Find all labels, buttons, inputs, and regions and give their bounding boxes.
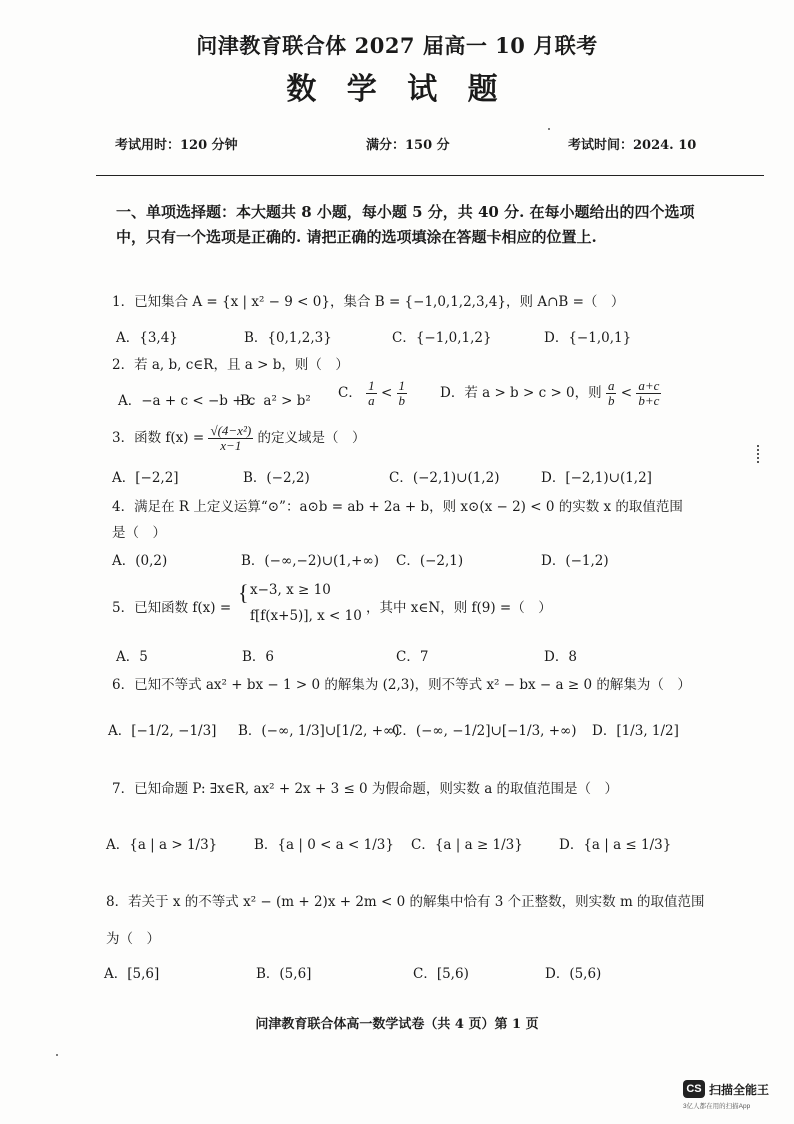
q5-stem-post: ，其中 x∈N，则 f(9) =（ ） xyxy=(366,600,552,616)
q2-c-den-2: b xyxy=(398,393,406,408)
page-footer: 问津教育联合体高一数学试卷（共 4 页）第 1 页 xyxy=(255,1017,539,1032)
q5-option-b: B．6 xyxy=(242,649,275,665)
q2-option-d xyxy=(440,379,661,408)
scan-speck xyxy=(548,128,550,130)
q3-stem-pre: 3．函数 f(x) = xyxy=(112,430,205,446)
q2-option-c xyxy=(338,379,407,408)
question-1-stem: 1．已知集合 A = {x | x² − 9 < 0}，集合 B = {−1,0,1,2,3,4}，则 A∩B =（ ） xyxy=(112,294,625,310)
section-heading: 一、单项选择题：本大题共 8 小题，每小题 5 分，共 40 分. 在每小题给出的四个选项中，只有一个选项是正确的. 请把正确的选项填涂在答题卡相应的位置上. xyxy=(116,203,695,246)
q1-option-d: D．{−1,0,1} xyxy=(544,330,632,346)
question-7-stem: 7．已知命题 P: ∃x∈R, ax² + 2x + 3 ≤ 0 为假命题，则实数 a 的取值范围是（ ） xyxy=(112,781,619,797)
question-6-stem: 6．已知不等式 ax² + bx − 1 > 0 的解集为 (2,3)，则不等式 x² − bx − a ≥ 0 的解集为（ ） xyxy=(112,677,691,693)
q2-option-b: B．a² > b² xyxy=(240,393,311,409)
q5-option-a: A．5 xyxy=(116,649,148,665)
q2-c-fraction-2 xyxy=(397,379,408,408)
q4-option-d: D．(−1,2) xyxy=(541,553,609,569)
q2-c-less-than: < xyxy=(380,385,393,401)
q8-option-c: C．[5,6) xyxy=(413,966,469,982)
q2-c-fraction-1 xyxy=(366,379,377,408)
q7-option-d: D．{a | a ≤ 1/3} xyxy=(559,837,672,853)
subject-title: 数 学 试 题 xyxy=(286,72,508,107)
scanner-watermark xyxy=(683,1080,783,1112)
q3-denominator: x−1 xyxy=(220,438,242,453)
exam-title: 问津教育联合体 2027 届高一 10 月联考 xyxy=(196,33,598,58)
camscanner-logo-icon: CS xyxy=(683,1080,705,1098)
q4-option-c: C．(−2,1) xyxy=(396,553,464,569)
scan-edge-mark xyxy=(757,445,759,465)
q3-fraction xyxy=(208,424,253,453)
q3-option-c: C．(−2,1)∪(1,2) xyxy=(389,470,500,486)
question-8-stem-line-1: 8．若关于 x 的不等式 x² − (m + 2)x + 2m < 0 的解集中恰有 3 个正整数，则实数 m 的取值范围 xyxy=(106,894,705,910)
question-8-stem-line-2: 为（ ） xyxy=(106,931,160,947)
q2-c-num-1: 1 xyxy=(368,378,375,393)
q8-option-d: D．(5,6) xyxy=(545,966,602,982)
q6-option-c: C．(−∞, −1/2]∪[−1/3, +∞) xyxy=(392,723,577,739)
q3-numerator: √(4−x²) xyxy=(210,423,252,438)
q5-brace-icon: { xyxy=(238,580,249,605)
q7-option-b: B．{a | 0 < a < 1/3} xyxy=(254,837,394,853)
q7-option-c: C．{a | a ≥ 1/3} xyxy=(411,837,523,853)
q2-d-den-2: b+c xyxy=(638,393,660,408)
q2-c-label: C． xyxy=(338,385,362,401)
q1-option-b: B．{0,1,2,3} xyxy=(244,330,332,346)
q2-d-label: D．若 a > b > c > 0，则 xyxy=(440,385,602,401)
q6-option-d: D．[1/3, 1/2] xyxy=(592,723,679,739)
question-4-stem-line-2: 是（ ） xyxy=(112,525,166,541)
exam-duration: 考试用时：120 分钟 xyxy=(115,138,238,153)
watermark-name: 扫描全能王 xyxy=(709,1083,770,1097)
q1-option-a: A．{3,4} xyxy=(116,330,178,346)
full-score: 满分：150 分 xyxy=(366,138,450,153)
q7-option-a: A．{a | a > 1/3} xyxy=(106,837,218,853)
q1-option-c: C．{−1,0,1,2} xyxy=(392,330,492,346)
q2-d-less-than: < xyxy=(620,385,633,401)
q3-option-b: B．(−2,2) xyxy=(243,470,310,486)
q2-d-fraction-2 xyxy=(636,379,661,408)
q3-option-a: A．[−2,2] xyxy=(112,470,179,486)
q2-option-a: A．−a + c < −b + c xyxy=(118,393,256,409)
q8-option-a: A．[5,6] xyxy=(104,966,160,982)
question-4-stem-line-1: 4．满足在 R 上定义运算“⊙”：a⊙b = ab + 2a + b，则 x⊙(x − 2) < 0 的实数 x 的取值范围 xyxy=(112,499,683,515)
q5-case-1: x−3, x ≥ 10 xyxy=(250,582,331,598)
question-2-stem: 2．若 a, b, c∈R，且 a > b，则（ ） xyxy=(112,357,349,373)
q5-case-2: f[f(x+5)], x < 10 xyxy=(250,608,362,624)
q2-d-den-1: b xyxy=(607,393,615,408)
scan-speck xyxy=(56,1054,58,1056)
watermark-subtitle: 3亿人都在用的扫描App xyxy=(683,1103,751,1110)
q6-option-b: B．(−∞, 1/3]∪[1/2, +∞) xyxy=(238,723,400,739)
q5-stem-pre: 5．已知函数 f(x) = xyxy=(112,600,232,616)
q8-option-b: B．(5,6] xyxy=(256,966,312,982)
q4-option-b: B．(−∞,−2)∪(1,+∞) xyxy=(241,553,379,569)
q2-d-num-1: a xyxy=(607,378,615,393)
exam-date: 考试时间：2024. 10 xyxy=(568,138,697,153)
q2-c-num-2: 1 xyxy=(398,378,406,393)
q3-option-d: D．[−2,1)∪(1,2] xyxy=(541,470,652,486)
header-divider xyxy=(96,175,764,176)
q4-option-a: A．(0,2) xyxy=(112,553,168,569)
question-3-stem xyxy=(112,424,365,453)
q2-c-den-1: a xyxy=(368,393,375,408)
q2-d-num-2: a+c xyxy=(638,378,660,393)
q6-option-a: A．[−1/2, −1/3] xyxy=(108,723,217,739)
q2-d-fraction-1 xyxy=(606,379,617,408)
q5-option-d: D．8 xyxy=(544,649,577,665)
q5-option-c: C．7 xyxy=(396,649,429,665)
q3-stem-post: 的定义域是（ ） xyxy=(257,430,366,446)
